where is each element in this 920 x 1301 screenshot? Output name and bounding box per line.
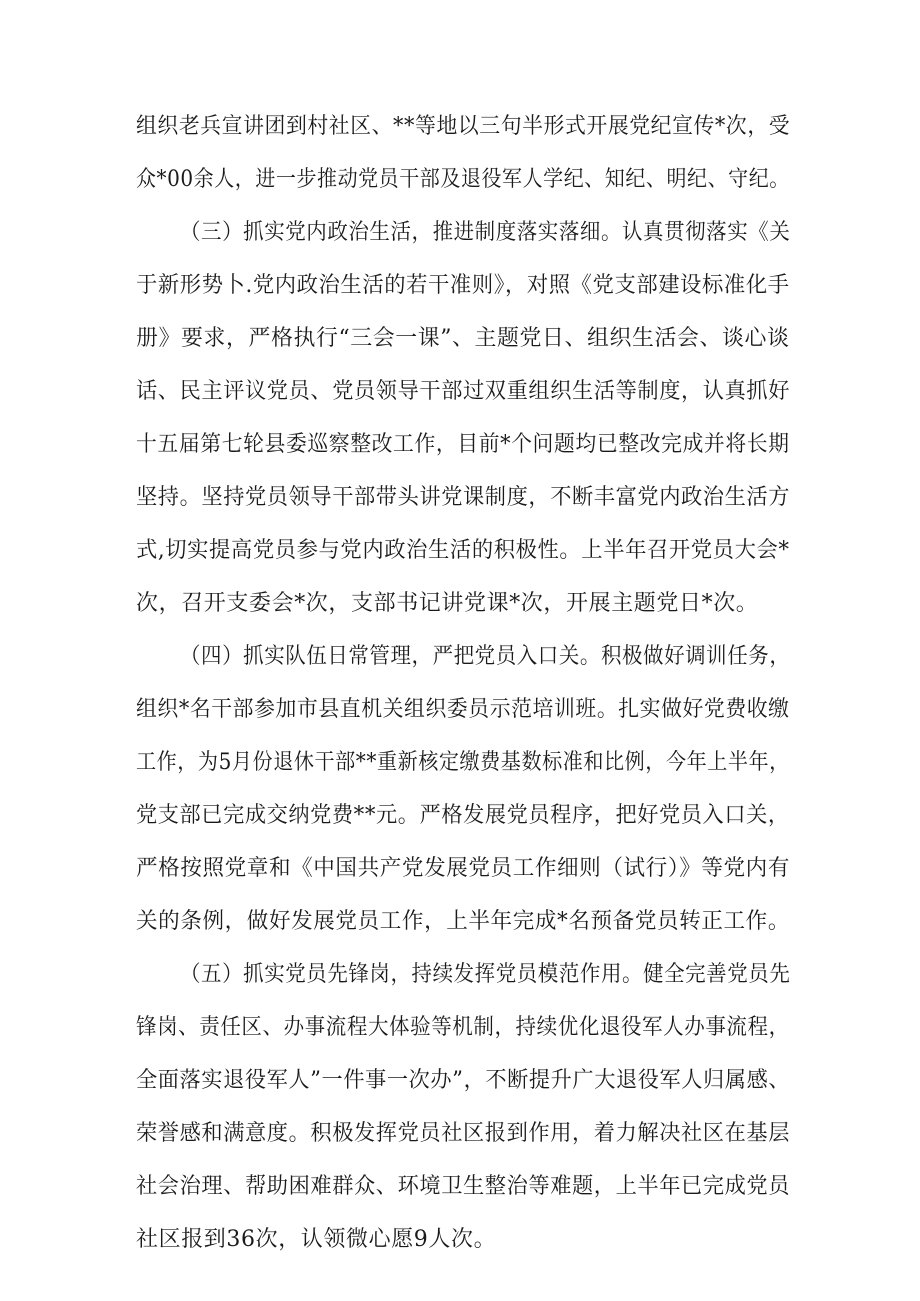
text-line: 锋岗、责任区、办事流程大体验等机制，持续优化退役军人办事流程， bbox=[136, 1015, 790, 1040]
text-line: 荣誉感和满意度。积极发挥党员社区报到作用，着力解决社区在基层 bbox=[136, 1121, 791, 1146]
text-line: 次，召开支委会*次，支部书记讲党课*次，开展主题党日*次。 bbox=[136, 591, 759, 616]
text-line: 严格按照党章和《中国共产党发展党员工作细则（试行）》等党内有 bbox=[136, 856, 791, 881]
text-line: 式,切实提高党员参与党内政治生活的积极性。上半年召开党员大会* bbox=[136, 538, 790, 563]
text-line: 册》要求，严格执行“三会一课”、主题党日、组织生活会、谈心谈 bbox=[136, 326, 790, 351]
text-line: 关的条例，做好发展党员工作，上半年完成*名预备党员转正工作。 bbox=[136, 909, 791, 934]
section-heading-line: （三）抓实党内政治生活，推进制度落实落细。认真贯彻落实《关 bbox=[180, 220, 791, 245]
text-line: 话、民主评议党员、党员领导干部过双重组织生活等制度，认真抓好 bbox=[136, 379, 791, 404]
text-line: 社会治理、帮助困难群众、环境卫生整治等难题，上半年已完成党员 bbox=[136, 1174, 791, 1199]
section-heading-line: （四）抓实队伍日常管理，严把党员入口关。积极做好调训任务， bbox=[180, 644, 791, 669]
text-line: 组织*名干部参加市县直机关组织委员示范培训班。扎实做好党费收缴 bbox=[136, 697, 790, 722]
text-line: 坚持。坚持党员领导干部带头讲党课制度，不断丰富党内政治生活方 bbox=[136, 485, 791, 510]
text-line: 十五届第七轮县委巡察整改工作，目前*个问题均已整改完成并将长期 bbox=[136, 432, 790, 457]
text-line: 众*00余人，进一步推动党员干部及退役军人学纪、知纪、明纪、守纪。 bbox=[136, 167, 790, 192]
text-line: 全面落实退役军人”一件事一次办”，不断提升广大退役军人归属感、 bbox=[136, 1068, 791, 1093]
text-line: 组织老兵宣讲团到村社区、**等地以三句半形式开展党纪宣传*次，受 bbox=[136, 114, 791, 139]
text-line: 社区报到36次，认领微心愿9人次。 bbox=[136, 1227, 497, 1252]
text-line: 党支部已完成交纳党费**元。严格发展党员程序，把好党员入口关， bbox=[136, 803, 790, 828]
text-line: 于新形势卜.党内政治生活的若干准则》，对照《党支部建设标准化手 bbox=[136, 273, 790, 298]
text-line: 工作，为5月份退休干部**重新核定缴费基数标准和比例，今年上半年， bbox=[136, 750, 790, 775]
section-heading-line: （五）抓实党员先锋岗，持续发挥党员模范作用。健全完善党员先 bbox=[180, 962, 791, 987]
